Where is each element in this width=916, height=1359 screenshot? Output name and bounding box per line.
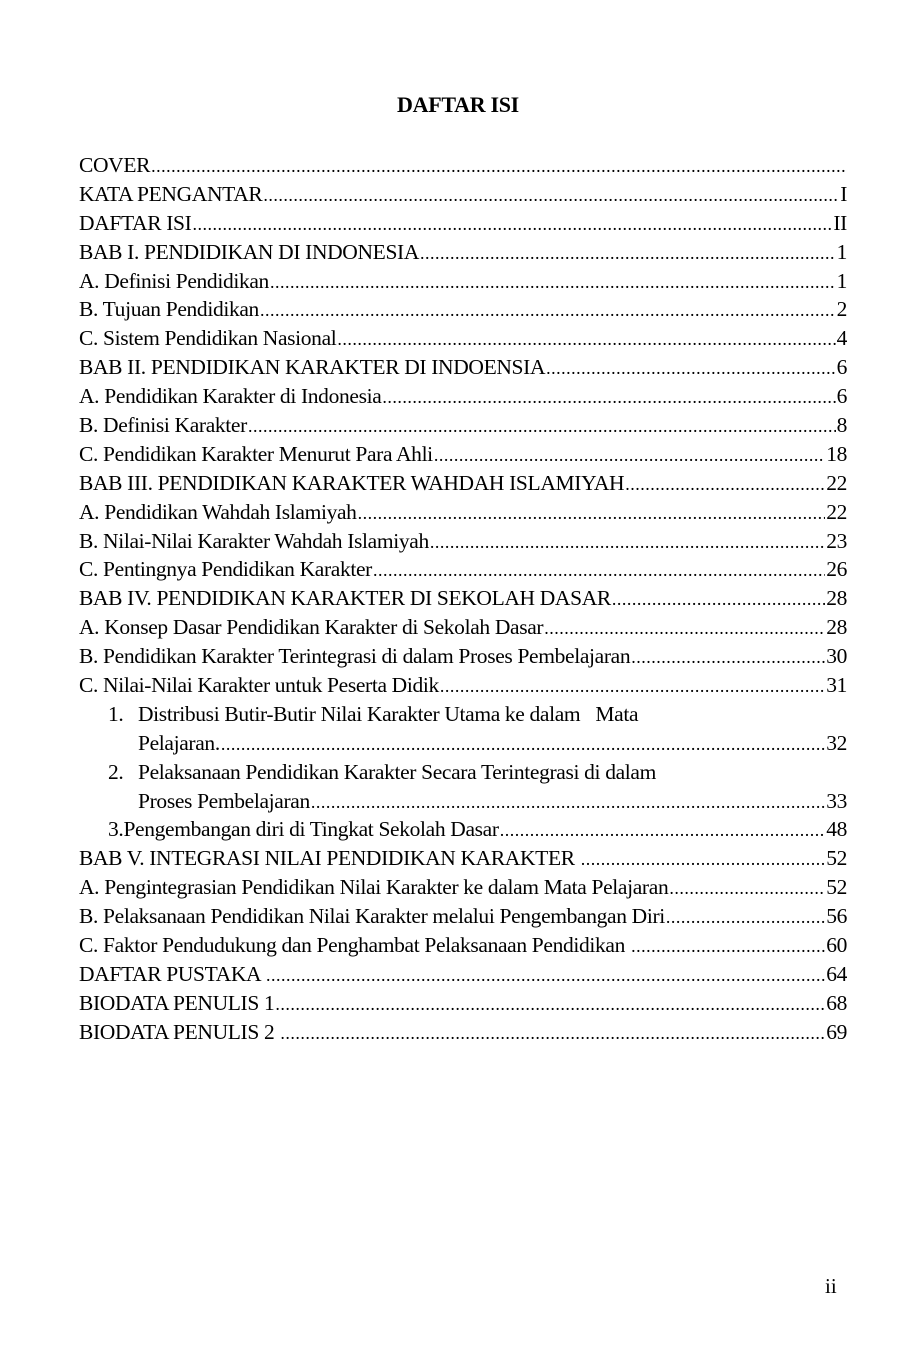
toc-entry[interactable] bbox=[79, 902, 847, 931]
toc-entry[interactable] bbox=[79, 238, 847, 267]
toc-entry-page: 8 bbox=[836, 413, 847, 438]
toc-entry-page: 56 bbox=[826, 904, 847, 929]
toc-entry-label: DAFTAR ISI bbox=[79, 210, 192, 235]
toc-entry-page: 64 bbox=[826, 961, 847, 986]
toc-entry-label: B. Nilai-Nilai Karakter Wahdah Islamiyah bbox=[79, 528, 429, 553]
dot-leader bbox=[625, 470, 825, 498]
toc-entry[interactable] bbox=[79, 873, 847, 902]
dot-leader bbox=[382, 383, 835, 411]
dot-leader bbox=[337, 325, 835, 353]
toc-subentry-number: 2. bbox=[108, 759, 124, 784]
page-number: ii bbox=[825, 1274, 837, 1298]
toc-entry-page: 68 bbox=[826, 990, 847, 1015]
toc-title: DAFTAR ISI bbox=[397, 92, 519, 117]
toc-entry[interactable] bbox=[79, 180, 847, 209]
dot-leader bbox=[280, 1019, 825, 1047]
toc-subentry-label: Pengembangan diri di Tingkat Sekolah Dasar bbox=[123, 817, 499, 842]
toc-entry[interactable] bbox=[79, 1018, 847, 1047]
toc-subentry-number: 3. bbox=[108, 817, 124, 842]
dot-leader bbox=[440, 672, 825, 700]
dot-leader bbox=[275, 990, 825, 1018]
toc-entry[interactable] bbox=[79, 353, 847, 382]
toc-entry-label: BAB I. PENDIDIKAN DI INDONESIA bbox=[79, 239, 420, 264]
toc-entry-label: B. Definisi Karakter bbox=[79, 413, 247, 438]
toc-entry-label: A. Definisi Pendidikan bbox=[79, 268, 269, 293]
dot-leader bbox=[669, 874, 825, 902]
dot-leader bbox=[430, 528, 825, 556]
toc-entry[interactable] bbox=[79, 324, 847, 353]
toc-entry-page: 2 bbox=[836, 297, 847, 322]
toc-entry-page: 52 bbox=[826, 846, 847, 871]
toc-entry[interactable] bbox=[79, 411, 847, 440]
toc-entry-label: C. Faktor Pendudukung dan Penghambat Pelaksanaan Pendidikan bbox=[79, 933, 631, 958]
toc-entry-page: 22 bbox=[826, 470, 847, 495]
toc-entry-label: KATA PENGANTAR bbox=[79, 181, 263, 206]
dot-leader bbox=[612, 585, 825, 613]
toc-entry[interactable] bbox=[79, 960, 847, 989]
toc-entry[interactable] bbox=[79, 267, 847, 296]
toc-subentry-label: Pelajaran. bbox=[138, 730, 220, 755]
dot-leader bbox=[666, 903, 825, 931]
toc-entry-label: COVER bbox=[79, 153, 151, 177]
toc-entry-label: A. Pendidikan Wahdah Islamiyah bbox=[79, 499, 357, 524]
toc-entry[interactable] bbox=[79, 151, 847, 180]
toc-entry-page: 28 bbox=[826, 586, 847, 611]
dot-leader bbox=[270, 268, 836, 296]
toc-entry-label: C. Nilai-Nilai Karakter untuk Peserta Didik bbox=[79, 673, 439, 698]
toc-entry[interactable] bbox=[79, 498, 847, 527]
dot-leader bbox=[151, 152, 846, 180]
toc-entry-label: A. Pengintegrasian Pendidikan Nilai Karakter ke dalam Mata Pelajaran bbox=[79, 875, 669, 900]
toc-entry-label: C. Pendidikan Karakter Menurut Para Ahli bbox=[79, 441, 433, 466]
toc-entry-label: BAB IV. PENDIDIKAN KARAKTER DI SEKOLAH DASAR bbox=[79, 586, 611, 611]
toc-entry-page: 1 bbox=[836, 268, 847, 293]
toc-entry-page: 4 bbox=[836, 326, 847, 351]
toc-entry[interactable] bbox=[79, 527, 847, 556]
dot-leader bbox=[263, 181, 839, 209]
dot-leader bbox=[221, 730, 825, 758]
toc-entry-label: DAFTAR PUSTAKA bbox=[79, 961, 266, 986]
toc-entry-label: A. Konsep Dasar Pendidikan Karakter di Sekolah Dasar bbox=[79, 615, 544, 640]
toc-entry-page: 32 bbox=[826, 730, 847, 755]
toc-entry-label: BIODATA PENULIS 1 bbox=[79, 990, 275, 1015]
toc-entry-page: II bbox=[833, 210, 847, 235]
toc-subentry-label: Pelaksanaan Pendidikan Karakter Secara Terintegrasi di dalam bbox=[138, 759, 656, 784]
toc-entry-page: 33 bbox=[826, 788, 847, 813]
toc-entry[interactable] bbox=[79, 642, 847, 671]
toc-entry[interactable] bbox=[79, 671, 847, 700]
toc-subentry-continuation[interactable] bbox=[79, 729, 847, 758]
toc-entry[interactable] bbox=[79, 844, 847, 873]
toc-entry-page: I bbox=[840, 181, 847, 206]
toc-entry[interactable] bbox=[79, 469, 847, 498]
toc-entry-page: 18 bbox=[826, 441, 847, 466]
toc-entry-label: B. Pelaksanaan Pendidikan Nilai Karakter melalui Pengembangan Diri bbox=[79, 904, 665, 929]
dot-leader bbox=[500, 816, 826, 844]
toc-entry-page: 6 bbox=[836, 355, 847, 380]
toc-entry-page: 1 bbox=[836, 239, 847, 264]
toc-entry-page: 48 bbox=[826, 817, 847, 842]
toc-entry[interactable] bbox=[79, 989, 847, 1018]
toc-entry-page: 52 bbox=[826, 875, 847, 900]
dot-leader bbox=[192, 210, 832, 238]
toc-entry-label: BAB V. INTEGRASI NILAI PENDIDIKAN KARAKTER bbox=[79, 846, 580, 871]
dot-leader bbox=[434, 441, 825, 469]
toc-entry-label: B. Tujuan Pendidikan bbox=[79, 297, 259, 322]
toc-entry[interactable] bbox=[79, 382, 847, 411]
toc-entry[interactable] bbox=[79, 613, 847, 642]
toc-entry[interactable] bbox=[79, 555, 847, 584]
toc-entry-label: BAB III. PENDIDIKAN KARAKTER WAHDAH ISLAMIYAH bbox=[79, 470, 625, 495]
dot-leader bbox=[546, 354, 835, 382]
dot-leader bbox=[311, 788, 825, 816]
toc-entry-label: BIODATA PENULIS 2 bbox=[79, 1019, 280, 1044]
table-of-contents bbox=[79, 151, 847, 1047]
toc-entry-label: C. Sistem Pendidikan Nasional bbox=[79, 326, 337, 351]
toc-entry[interactable] bbox=[79, 931, 847, 960]
dot-leader bbox=[631, 932, 825, 960]
toc-subentry-continuation[interactable] bbox=[79, 787, 847, 816]
toc-entry-page: 23 bbox=[826, 528, 847, 553]
toc-subentry[interactable] bbox=[79, 700, 847, 729]
toc-subentry-label: Proses Pembelajaran bbox=[138, 788, 310, 813]
toc-entry-page: 28 bbox=[826, 615, 847, 640]
toc-entry-page: 30 bbox=[826, 644, 847, 669]
toc-entry[interactable] bbox=[79, 295, 847, 324]
dot-leader bbox=[544, 614, 825, 642]
toc-entry-page: 31 bbox=[826, 673, 847, 698]
dot-leader bbox=[266, 961, 825, 989]
toc-entry-label: C. Pentingnya Pendidikan Karakter bbox=[79, 557, 372, 582]
toc-subentry[interactable] bbox=[79, 815, 847, 844]
toc-entry-label: B. Pendidikan Karakter Terintegrasi di dalam Proses Pembelajaran bbox=[79, 644, 631, 669]
toc-entry[interactable] bbox=[79, 209, 847, 238]
toc-subentry-label: Distribusi Butir-Butir Nilai Karakter Utama ke dalam Mata bbox=[138, 701, 639, 726]
dot-leader bbox=[631, 643, 825, 671]
dot-leader bbox=[581, 845, 825, 873]
dot-leader bbox=[358, 499, 826, 527]
dot-leader bbox=[248, 412, 836, 440]
toc-entry-page: 22 bbox=[826, 499, 847, 524]
toc-entry-page: 69 bbox=[826, 1019, 847, 1044]
dot-leader bbox=[373, 556, 825, 584]
toc-entry-label: A. Pendidikan Karakter di Indonesia bbox=[79, 384, 382, 409]
toc-entry-page: 6 bbox=[836, 384, 847, 409]
dot-leader bbox=[260, 296, 836, 324]
toc-entry-label: BAB II. PENDIDIKAN KARAKTER DI INDOENSIA bbox=[79, 355, 546, 380]
toc-entry-page: 60 bbox=[826, 933, 847, 958]
toc-entry[interactable] bbox=[79, 584, 847, 613]
toc-subentry[interactable] bbox=[79, 758, 847, 787]
toc-entry[interactable] bbox=[79, 440, 847, 469]
dot-leader bbox=[420, 239, 836, 267]
toc-subentry-number: 1. bbox=[108, 701, 124, 726]
toc-entry-page: 26 bbox=[826, 557, 847, 582]
